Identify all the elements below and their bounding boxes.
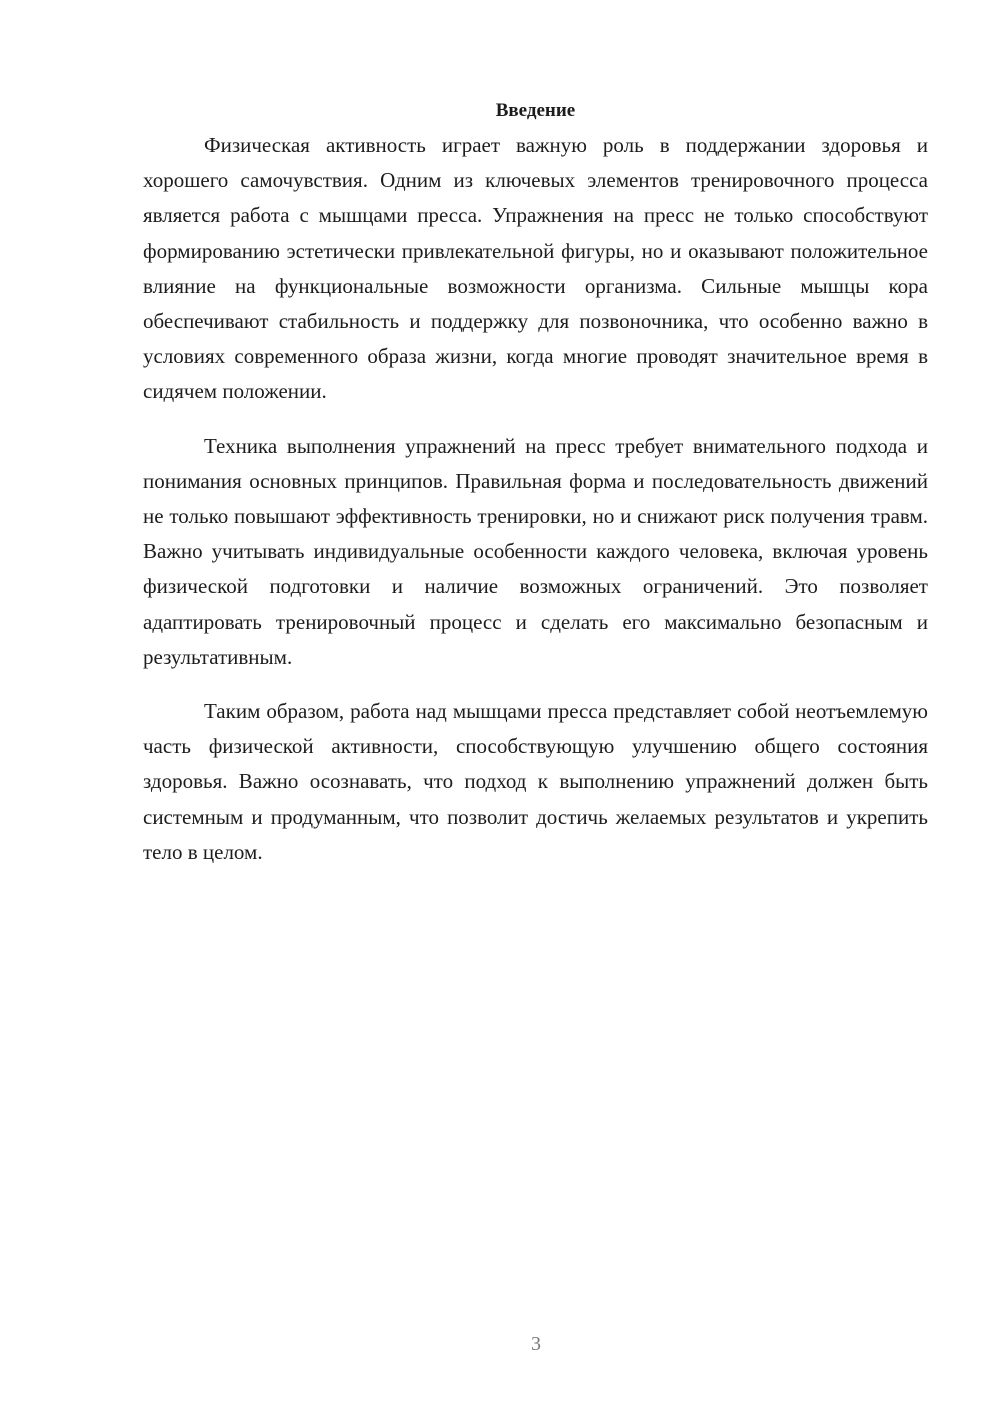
paragraph-conclusion: Таким образом, работа над мышцами пресса представляет собой неотъемлемую часть физической активности, способствующую улучшению общего состояния здоровья. Важно осознавать, что подход к выполнению упражнений должен быть системным и продуманным, что позволит достичь желаемых результатов и укрепить тело в целом.: [143, 699, 928, 864]
page-body: [143, 93, 928, 870]
paragraph-intro: Физическая активность играет важную роль в поддержании здоровья и хорошего самочувствия. Одним из ключевых элементов тренировочного процесса является работа с мышцами пресса. Упражнения на пресс не только способствуют формированию эстетически привлекательной фигуры, но и оказывают положительное влияние на функциональные возможности организма. Сильные мышцы кора обеспечивают стабильность и поддержку для позвоночника, что особенно важно в условиях современного образа жизни, когда многие проводят значительное время в сидячем положении.: [143, 133, 928, 404]
page-number: 3: [531, 1333, 541, 1355]
paragraph-technique: Техника выполнения упражнений на пресс требует внимательного подхода и понимания основных принципов. Правильная форма и последовательность движений не только повышают эффективность тренировки, но и снижают риск получения травм. Важно учитывать индивидуальные особенности каждого человека, включая уровень физической подготовки и наличие возможных ограничений. Это позволяет адаптировать тренировочный процесс и сделать его максимально безопасным и результативным.: [143, 433, 928, 669]
section-heading: Введение: [495, 100, 576, 121]
